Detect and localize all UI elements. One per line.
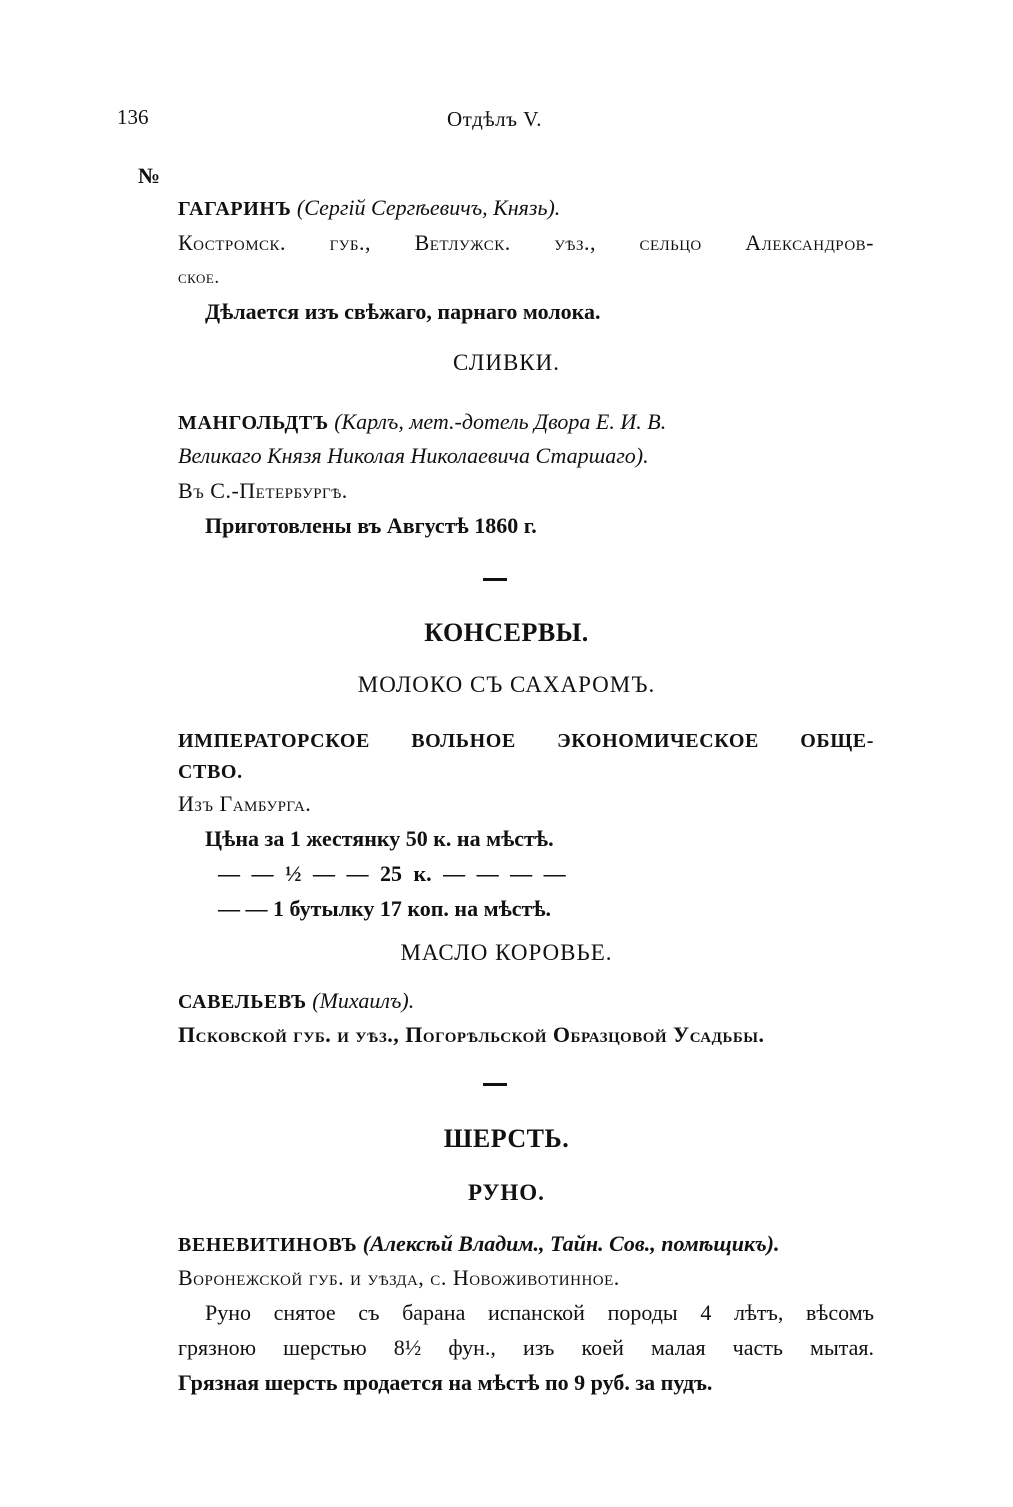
subheading-milk-sugar: МОЛОКО СЪ САХАРОМЪ.: [357, 672, 656, 697]
fleece-note-line1: Руно снятое съ барана испанской породы 4 лѣтъ, вѣсомъ: [205, 1300, 874, 1325]
fleece-note-line3: Грязная шерсть продается на мѣстѣ по 9 руб. за пудъ.: [178, 1370, 713, 1395]
gagarin-entry-title: [178, 192, 560, 225]
heading-slivki: СЛИВКИ.: [452, 350, 561, 375]
mangoldt-title-line2: Великаго Князя Николая Николаевича Старшаго).: [178, 443, 649, 468]
price-line-1: Цѣна за 1 жестянку 50 к. на мѣстѣ.: [205, 826, 554, 851]
page-number: 136: [117, 105, 149, 129]
mangoldt-note: Приготовлены въ Августѣ 1860 г.: [205, 513, 537, 538]
section-title: Отдѣлъ V.: [447, 107, 542, 131]
gagarin-place-line1: Костромск. губ., Ветлужск. уѣз., сельцо Александров-: [178, 230, 874, 255]
ivo-name-line2: СТВО.: [178, 761, 243, 783]
savelyev-entry-title: [178, 985, 414, 1018]
savelyev-place: Псковской губ. и уѣз., Погорѣльской Образцовой Усадьбы.: [178, 1022, 765, 1047]
fleece-note-line2: грязною шерстью 8½ фун., изъ коей малая часть мытая.: [178, 1335, 874, 1360]
exhibitor-title: (Сергій Сергѣевичъ, Князь).: [296, 195, 561, 220]
mangoldt-place: Въ С.-Петербургѣ.: [178, 478, 348, 503]
gagarin-place-line2: ское.: [178, 267, 220, 288]
exhibitor-name: ГАГАРИНЪ: [178, 198, 292, 220]
venevitinov-entry-title: [178, 1228, 780, 1261]
exhibitor-title: (Михаилъ).: [312, 988, 415, 1013]
subheading-butter: МАСЛО КОРОВЬЕ.: [400, 940, 613, 965]
price-line-3: — — 1 бутылку 17 коп. на мѣстѣ.: [218, 896, 552, 921]
exhibitor-name: САВЕЛЬЕВЪ: [178, 991, 307, 1013]
exhibitor-title: (Алексѣй Владим., Тайн. Сов., помѣщикъ).: [362, 1231, 780, 1256]
exhibitor-title: (Карлъ, мет.-дотель Двора Е. И. В.: [334, 409, 667, 434]
section-divider: [483, 578, 507, 581]
heading-wool: ШЕРСТЬ.: [443, 1124, 570, 1153]
ivo-name-line1: ИМПЕРАТОРСКОЕ ВОЛЬНОЕ ЭКОНОМИЧЕСКОЕ ОБЩЕ-: [178, 730, 874, 752]
section-divider: [483, 1083, 507, 1086]
price-line-2: — — ½ — — 25 к. — — — —: [218, 861, 566, 886]
ivo-place: Изъ Гамбурга.: [178, 791, 312, 816]
exhibitor-name: ВЕНЕВИТИНОВЪ: [178, 1234, 358, 1256]
exhibitor-name: МАНГОЛЬДТЪ: [178, 412, 329, 434]
mangoldt-entry-title: [178, 406, 878, 439]
venevitinov-place: Воронежской губ. и уѣзда, с. Новоживотинное.: [178, 1265, 620, 1290]
gagarin-note: Дѣлается изъ свѣжаго, парнаго молока.: [205, 299, 601, 324]
subheading-fleece: РУНО.: [468, 1180, 545, 1205]
heading-konservy: КОНСЕРВЫ.: [424, 618, 589, 647]
number-label: №: [138, 163, 161, 188]
